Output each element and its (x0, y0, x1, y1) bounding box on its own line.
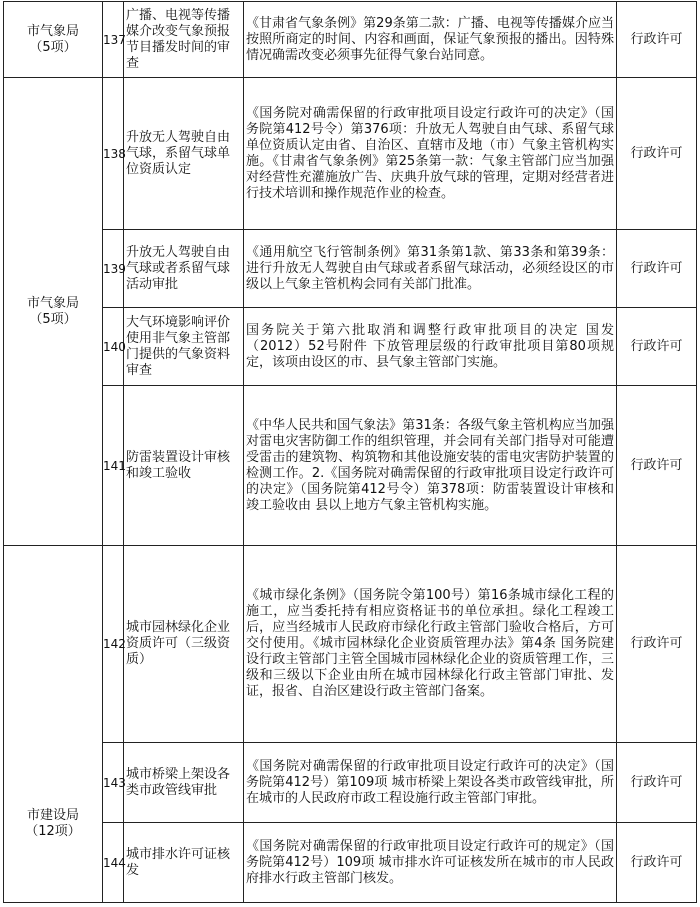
table-row (4, 546, 697, 743)
department-cell (4, 78, 103, 546)
legal-basis: 《城市绿化条例》（国务院令第100号）第16条城市绿化工程的施工，应当委托持有相应资格证书的单位承担。绿化工程竣工后，应当经城市人民政府市绿化行政主管部门验收合格后，方可交付使用。《城市园林绿化企业资质管理办法》第4条 国务院建设行政主管部门主管全国城市园林绿化企业的资质管理工作，三级和三级以下企业由所在城市园林绿化行政主管部门审批、发证，报省、自治区建设行政主管部门备案。 (244, 546, 617, 743)
item-type: 行政许可 (617, 308, 697, 386)
department-count: （12项） (25, 824, 81, 839)
department-name: 市气象局 (26, 295, 79, 311)
table-row (4, 823, 697, 903)
table-row (4, 386, 697, 546)
item-name: 大气环境影响评价使用非气象主管部门提供的气象资料审查 (124, 308, 244, 386)
table-row (4, 308, 697, 386)
legal-basis: 《通用航空飞行管制条例》第31条第1款、第33条和第39条：进行升放无人驾驶自由气球或者系留气球活动，必须经设区的市级以上气象主管机构会同有关部门批准。 (244, 230, 617, 308)
item-type: 行政许可 (617, 546, 697, 743)
item-name: 城市排水许可证核发 (124, 823, 244, 903)
item-type: 行政许可 (617, 78, 697, 230)
approval-items-table (3, 1, 697, 903)
item-number: 140 (103, 308, 124, 386)
item-number: 143 (103, 743, 124, 823)
item-name: 广播、电视等传播媒介改变气象预报节目播发时间的审查 (124, 2, 244, 78)
item-type: 行政许可 (617, 386, 697, 546)
item-type: 行政许可 (617, 823, 697, 903)
item-name: 升放无人驾驶自由气球，系留气球单位资质认定 (124, 78, 244, 230)
table-row (4, 78, 697, 230)
item-number: 138 (103, 78, 124, 230)
department-cell (4, 2, 103, 78)
department-name: 市建设局 (26, 808, 79, 823)
legal-basis: 《中华人民共和国气象法》第31条：各级气象主管机构应当加强对雷电灾害防御工作的组织管理，并会同有关部门指导对可能遭受雷击的建筑物、构筑物和其他设施安装的雷电灾害防护装置的检测工作。2.《国务院对确需保留的行政审批项目设定行政许可的决定》（国务院第412号令）第378项：防雷装置设计审核和竣工验收由 县以上地方气象主管机构实施。 (244, 386, 617, 546)
table-row (4, 230, 697, 308)
item-number: 144 (103, 823, 124, 903)
item-type: 行政许可 (617, 743, 697, 823)
table-row (4, 2, 697, 78)
item-number: 139 (103, 230, 124, 308)
department-count: （5项） (29, 39, 77, 55)
legal-basis: 《甘肃省气象条例》第29条第二款：广播、电视等传播媒介应当按照所商定的时间、内容和画面，保证气象预报的播出。因特殊情况确需改变必须事先征得气象台站同意。 (244, 2, 617, 78)
item-name: 升放无人驾驶自由气球或者系留气球活动审批 (124, 230, 244, 308)
item-name: 城市桥梁上架设各类市政管线审批 (124, 743, 244, 823)
legal-basis: 《国务院对确需保留的行政审批项目设定行政许可的决定》（国务院第412号）第109项 城市桥梁上架设各类市政管线审批，所在城市的人民政府市政工程设施行政主管部门审批。 (244, 743, 617, 823)
item-number: 141 (103, 386, 124, 546)
department-cell (4, 546, 103, 903)
item-name: 防雷装置设计审核和竣工验收 (124, 386, 244, 546)
item-number: 142 (103, 546, 124, 743)
legal-basis: 《国务院对确需保留的行政审批项目设定行政许可的决定》（国务院第412号令）第376项：升放无人驾驶自由气球、系留气球单位资质认定由省、自治区、直辖市及地（市）气象主管机构实施。《甘肃省气象条例》第25条第一款：气象主管部门应当加强对经营性充灌施放广告、庆典升放气球的管理，定期对经营者进行技术培训和操作规范作业的检查。 (244, 78, 617, 230)
item-number: 137 (103, 2, 124, 78)
legal-basis: 国务院关于第六批取消和调整行政审批项目的决定 国发（2012）52号附件 下放管理层级的行政审批项目第80项规定，该项由设区的市、县气象主管部门实施。 (244, 308, 617, 386)
item-type: 行政许可 (617, 2, 697, 78)
item-type: 行政许可 (617, 230, 697, 308)
table-row (4, 743, 697, 823)
item-name: 城市园林绿化企业资质许可（三级资质） (124, 546, 244, 743)
department-count: （5项） (29, 311, 77, 327)
department-name: 市气象局 (26, 23, 79, 39)
legal-basis: 《国务院对确需保留的行政审批项目设定行政许可的规定》（国务院第412号）109项 城市排水许可证核发所在城市的市人民政府排水行政主管部门核发。 (244, 823, 617, 903)
